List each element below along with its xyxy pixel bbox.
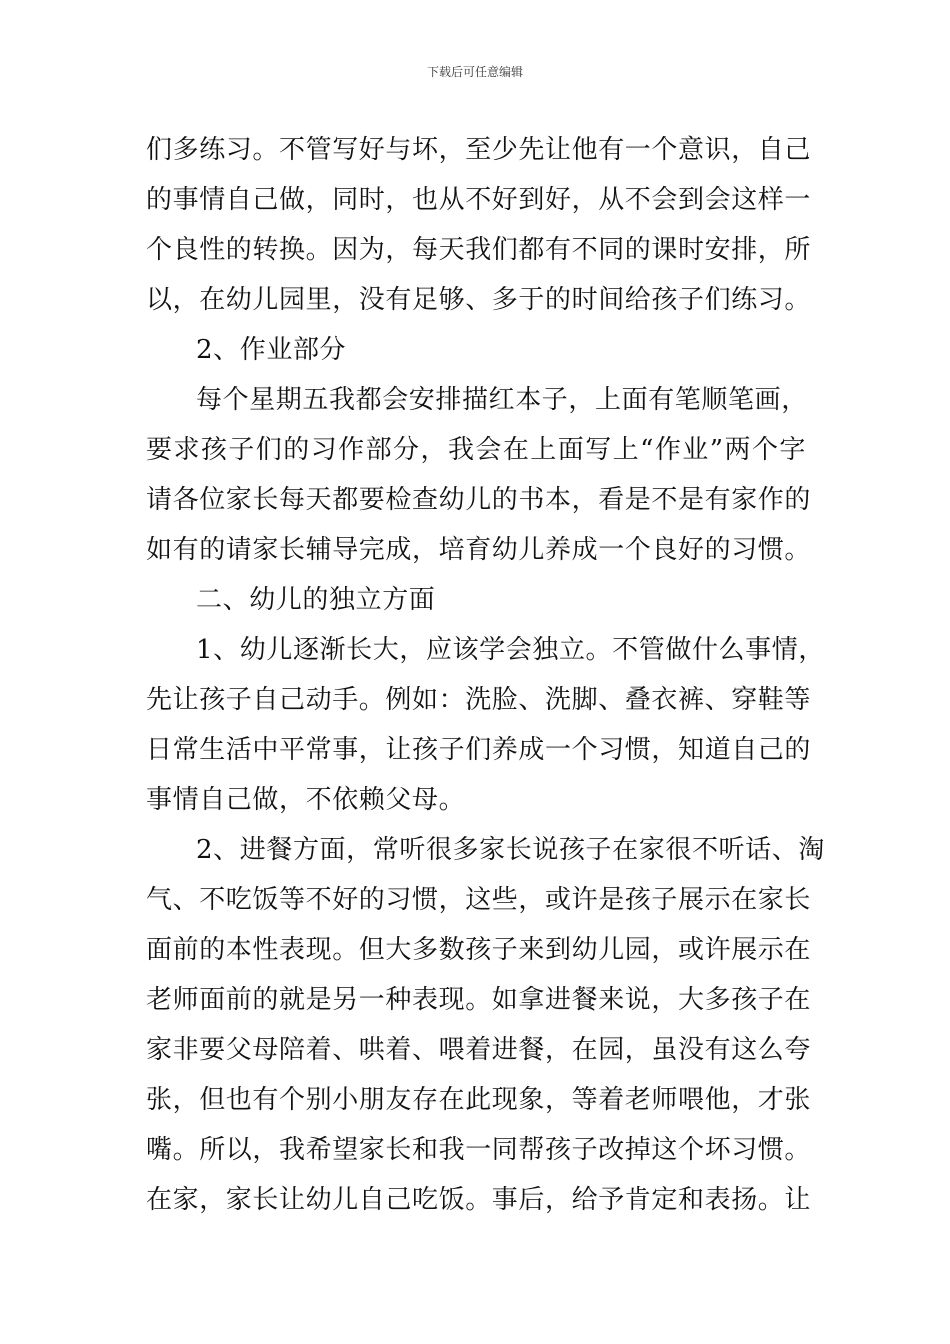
body-text-line: 请各位家长每天都要检查幼儿的书本，看是不是有家作的: [146, 485, 812, 515]
body-text-line: 2、进餐方面，常听很多家长说孩子在家很不听话、淘: [196, 835, 825, 865]
body-text-line: 1、幼儿逐渐长大，应该学会独立。不管做什么事情，: [196, 635, 825, 665]
body-text-line: 张，但也有个别小朋友存在此现象，等着老师喂他，才张: [146, 1085, 812, 1115]
body-text-line: 老师面前的就是另一种表现。如拿进餐来说，大多孩子在: [146, 985, 812, 1015]
body-text-line: 在家，家长让幼儿自己吃饭。事后，给予肯定和表扬。让: [146, 1185, 812, 1215]
body-text-line: 气、不吃饭等不好的习惯，这些，或许是孩子展示在家长: [146, 885, 812, 915]
body-text-line: 个良性的转换。因为，每天我们都有不同的课时安排，所: [146, 235, 812, 265]
body-text-line: 的事情自己做，同时，也从不好到好，从不会到会这样一: [146, 185, 812, 215]
body-text-line: 事情自己做，不依赖父母。: [146, 785, 466, 815]
section-heading: 二、幼儿的独立方面: [196, 585, 436, 615]
body-text-line: 家非要父母陪着、哄着、喂着进餐，在园，虽没有这么夸: [146, 1035, 812, 1065]
body-text-line: 每个星期五我都会安排描红本子，上面有笔顺笔画，: [196, 385, 808, 415]
body-text-line: 以，在幼儿园里，没有足够、多于的时间给孩子们练习。: [146, 285, 812, 315]
body-text-line: 嘴。所以，我希望家长和我一同帮孩子改掉这个坏习惯。: [146, 1135, 812, 1165]
body-text-line: 面前的本性表现。但大多数孩子来到幼儿园，或许展示在: [146, 935, 812, 965]
body-text-line: 们多练习。不管写好与坏，至少先让他有一个意识，自己: [146, 135, 812, 165]
body-text-line: 要求孩子们的习作部分，我会在上面写上“作业”两个字: [146, 435, 806, 465]
body-text-line: 日常生活中平常事，让孩子们养成一个习惯，知道自己的: [146, 735, 812, 765]
section-heading: 2、作业部分: [196, 335, 347, 365]
body-text-line: 先让孩子自己动手。例如：洗脸、洗脚、叠衣裤、穿鞋等: [146, 685, 812, 715]
body-text-line: 如有的请家长辅导完成，培育幼儿养成一个良好的习惯。: [146, 535, 812, 565]
page-header: 下载后可任意编辑: [426, 65, 523, 79]
